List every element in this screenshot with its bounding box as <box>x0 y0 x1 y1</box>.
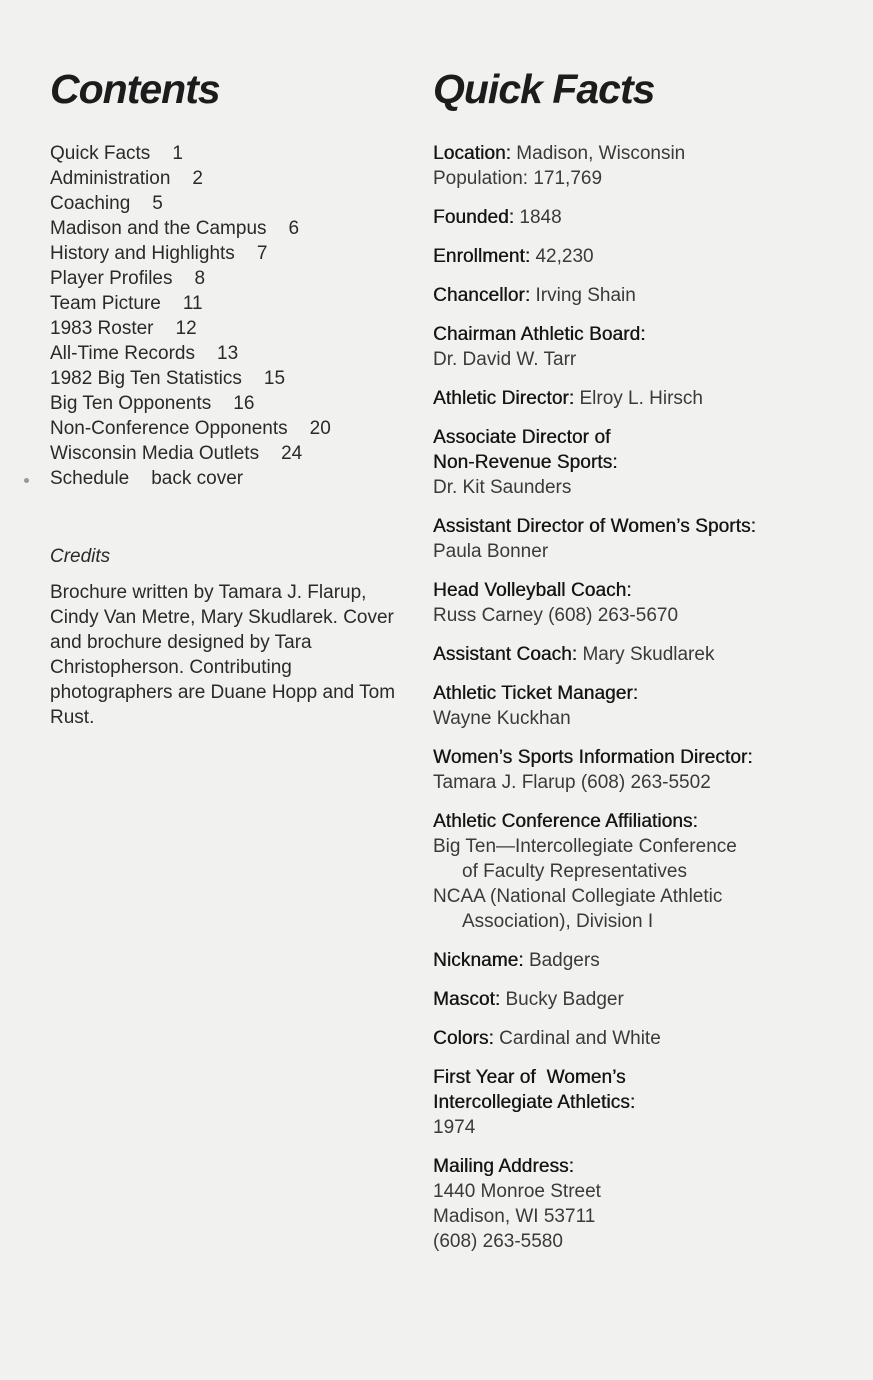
toc-page: 5 <box>152 193 163 214</box>
fact-label: Colors: <box>433 1028 494 1049</box>
fact-associate-director <box>433 425 853 500</box>
fact-mascot <box>433 987 853 1012</box>
fact-sports-info-director <box>433 745 853 795</box>
toc-label: Coaching <box>50 193 131 214</box>
fact-value: Wayne Kuckhan <box>433 708 571 729</box>
fact-athletic-director <box>433 386 853 411</box>
toc-item <box>50 416 420 441</box>
toc-page: 20 <box>309 418 331 439</box>
toc-page: 11 <box>182 293 203 314</box>
fact-label: Athletic Ticket Manager: <box>433 683 639 704</box>
quick-facts-title: Quick Facts <box>433 66 655 112</box>
fact-founded <box>433 205 853 230</box>
fact-label: Location: <box>433 143 512 164</box>
fact-value: Paula Bonner <box>433 541 549 562</box>
fact-label: Intercollegiate Athletics: <box>433 1092 636 1113</box>
fact-value: 1848 <box>519 207 562 228</box>
toc-label: Team Picture <box>50 293 161 314</box>
toc-item <box>50 141 420 166</box>
toc-item <box>50 441 420 466</box>
fact-label: First Year of Women’s <box>433 1067 626 1088</box>
toc-page: 24 <box>281 443 303 464</box>
contents-title: Contents <box>50 66 220 112</box>
fact-location <box>433 141 853 191</box>
quick-facts-column <box>433 66 853 1268</box>
toc-item <box>50 391 420 416</box>
fact-label: Nickname: <box>433 950 524 971</box>
fact-chancellor <box>433 283 853 308</box>
fact-value: Cardinal and White <box>499 1028 661 1049</box>
fact-label: Athletic Director: <box>433 388 575 409</box>
fact-value: Irving Shain <box>535 285 636 306</box>
toc-item <box>50 291 420 316</box>
toc-page: 6 <box>288 218 300 239</box>
fact-nickname <box>433 948 853 973</box>
fact-value: Madison, WI 53711 <box>433 1206 596 1227</box>
fact-label: Chancellor: <box>433 285 531 306</box>
fact-value: of Faculty Representatives <box>462 861 687 882</box>
fact-value: 1440 Monroe Street <box>433 1181 601 1202</box>
toc-item <box>50 216 420 241</box>
fact-label: Assistant Coach: <box>433 644 578 665</box>
fact-conference-affiliations <box>433 809 853 934</box>
facts-list <box>433 141 853 1254</box>
fact-value: 1974 <box>433 1117 476 1138</box>
fact-ticket-manager <box>433 681 853 731</box>
fact-colors <box>433 1026 853 1051</box>
fact-first-year <box>433 1065 853 1140</box>
toc-page: 1 <box>172 143 183 164</box>
fact-value: Bucky Badger <box>505 989 624 1010</box>
fact-label: Associate Director of <box>433 427 611 448</box>
stray-dot <box>24 478 29 483</box>
toc-page: 15 <box>263 368 286 389</box>
fact-assistant-coach <box>433 642 853 667</box>
fact-value: Dr. David W. Tarr <box>433 349 577 370</box>
fact-value: NCAA (National Collegiate Athletic <box>433 886 723 907</box>
fact-label: Non-Revenue Sports: <box>433 452 618 473</box>
fact-value: Elroy L. Hirsch <box>579 388 703 409</box>
toc-item <box>50 341 420 366</box>
fact-assistant-director-womens <box>433 514 853 564</box>
fact-label: Athletic Conference Affiliations: <box>433 811 698 832</box>
fact-label: Mailing Address: <box>433 1156 575 1177</box>
fact-value: Tamara J. Flarup (608) 263-5502 <box>433 772 711 793</box>
fact-value: Big Ten—Intercollegiate Conference <box>433 836 737 857</box>
fact-value: Badgers <box>528 950 600 971</box>
fact-value: 42,230 <box>535 246 594 267</box>
toc-label: Big Ten Opponents <box>50 393 212 414</box>
toc-label: Administration <box>50 168 171 189</box>
toc-page: 8 <box>194 268 206 289</box>
toc-label: 1982 Big Ten Statistics <box>50 368 242 389</box>
fact-value: Russ Carney (608) 263-5670 <box>433 605 679 626</box>
fact-label: Mascot: <box>433 989 501 1010</box>
fact-chairman <box>433 322 853 372</box>
fact-value: Association), Division I <box>462 911 654 932</box>
toc-item <box>50 316 420 341</box>
toc-item <box>50 466 420 491</box>
toc-label: Wisconsin Media Outlets <box>50 443 260 464</box>
fact-label: Chairman Athletic Board: <box>433 324 646 345</box>
toc-item <box>50 366 420 391</box>
toc-label: Madison and the Campus <box>50 218 267 239</box>
toc-list <box>50 141 420 491</box>
fact-value: Madison, Wisconsin <box>516 143 686 164</box>
toc-page: 2 <box>192 168 203 189</box>
toc-item <box>50 191 420 216</box>
toc-label: Quick Facts <box>50 143 151 164</box>
fact-value: Mary Skudlarek <box>582 644 715 665</box>
toc-page: back cover <box>151 468 244 489</box>
fact-label: Women’s Sports Information Director: <box>433 747 753 768</box>
fact-mailing-address <box>433 1154 853 1254</box>
fact-label: Founded: <box>433 207 515 228</box>
fact-value: (608) 263-5580 <box>433 1231 563 1252</box>
fact-enrollment <box>433 244 853 269</box>
toc-label: Non-Conference Opponents <box>50 418 288 439</box>
credits-title: Credits <box>50 546 111 567</box>
toc-page: 7 <box>256 243 268 264</box>
fact-label: Assistant Director of Women’s Sports: <box>433 516 756 537</box>
toc-label: All-Time Records <box>50 343 195 364</box>
toc-page: 12 <box>175 318 197 339</box>
toc-item <box>50 241 420 266</box>
toc-item <box>50 166 420 191</box>
fact-value: Population: 171,769 <box>433 168 603 189</box>
toc-label: History and Highlights <box>50 243 235 264</box>
fact-value: Dr. Kit Saunders <box>433 477 572 498</box>
fact-label: Head Volleyball Coach: <box>433 580 632 601</box>
credits-body: Brochure written by Tamara J. Flarup, Cindy Van Metre, Mary Skudlarek. Cover and brochure designed by Tara Christopherson. Contributing photographers are Duane Hopp and Tom Rust. <box>50 582 396 728</box>
toc-item <box>50 266 420 291</box>
toc-page: 13 <box>217 343 239 364</box>
toc-page: 16 <box>233 393 255 414</box>
toc-label: 1983 Roster <box>50 318 154 339</box>
contents-column <box>50 66 420 730</box>
toc-label: Player Profiles <box>50 268 173 289</box>
fact-label: Enrollment: <box>433 246 531 267</box>
fact-head-coach <box>433 578 853 628</box>
toc-label: Schedule <box>50 468 130 489</box>
